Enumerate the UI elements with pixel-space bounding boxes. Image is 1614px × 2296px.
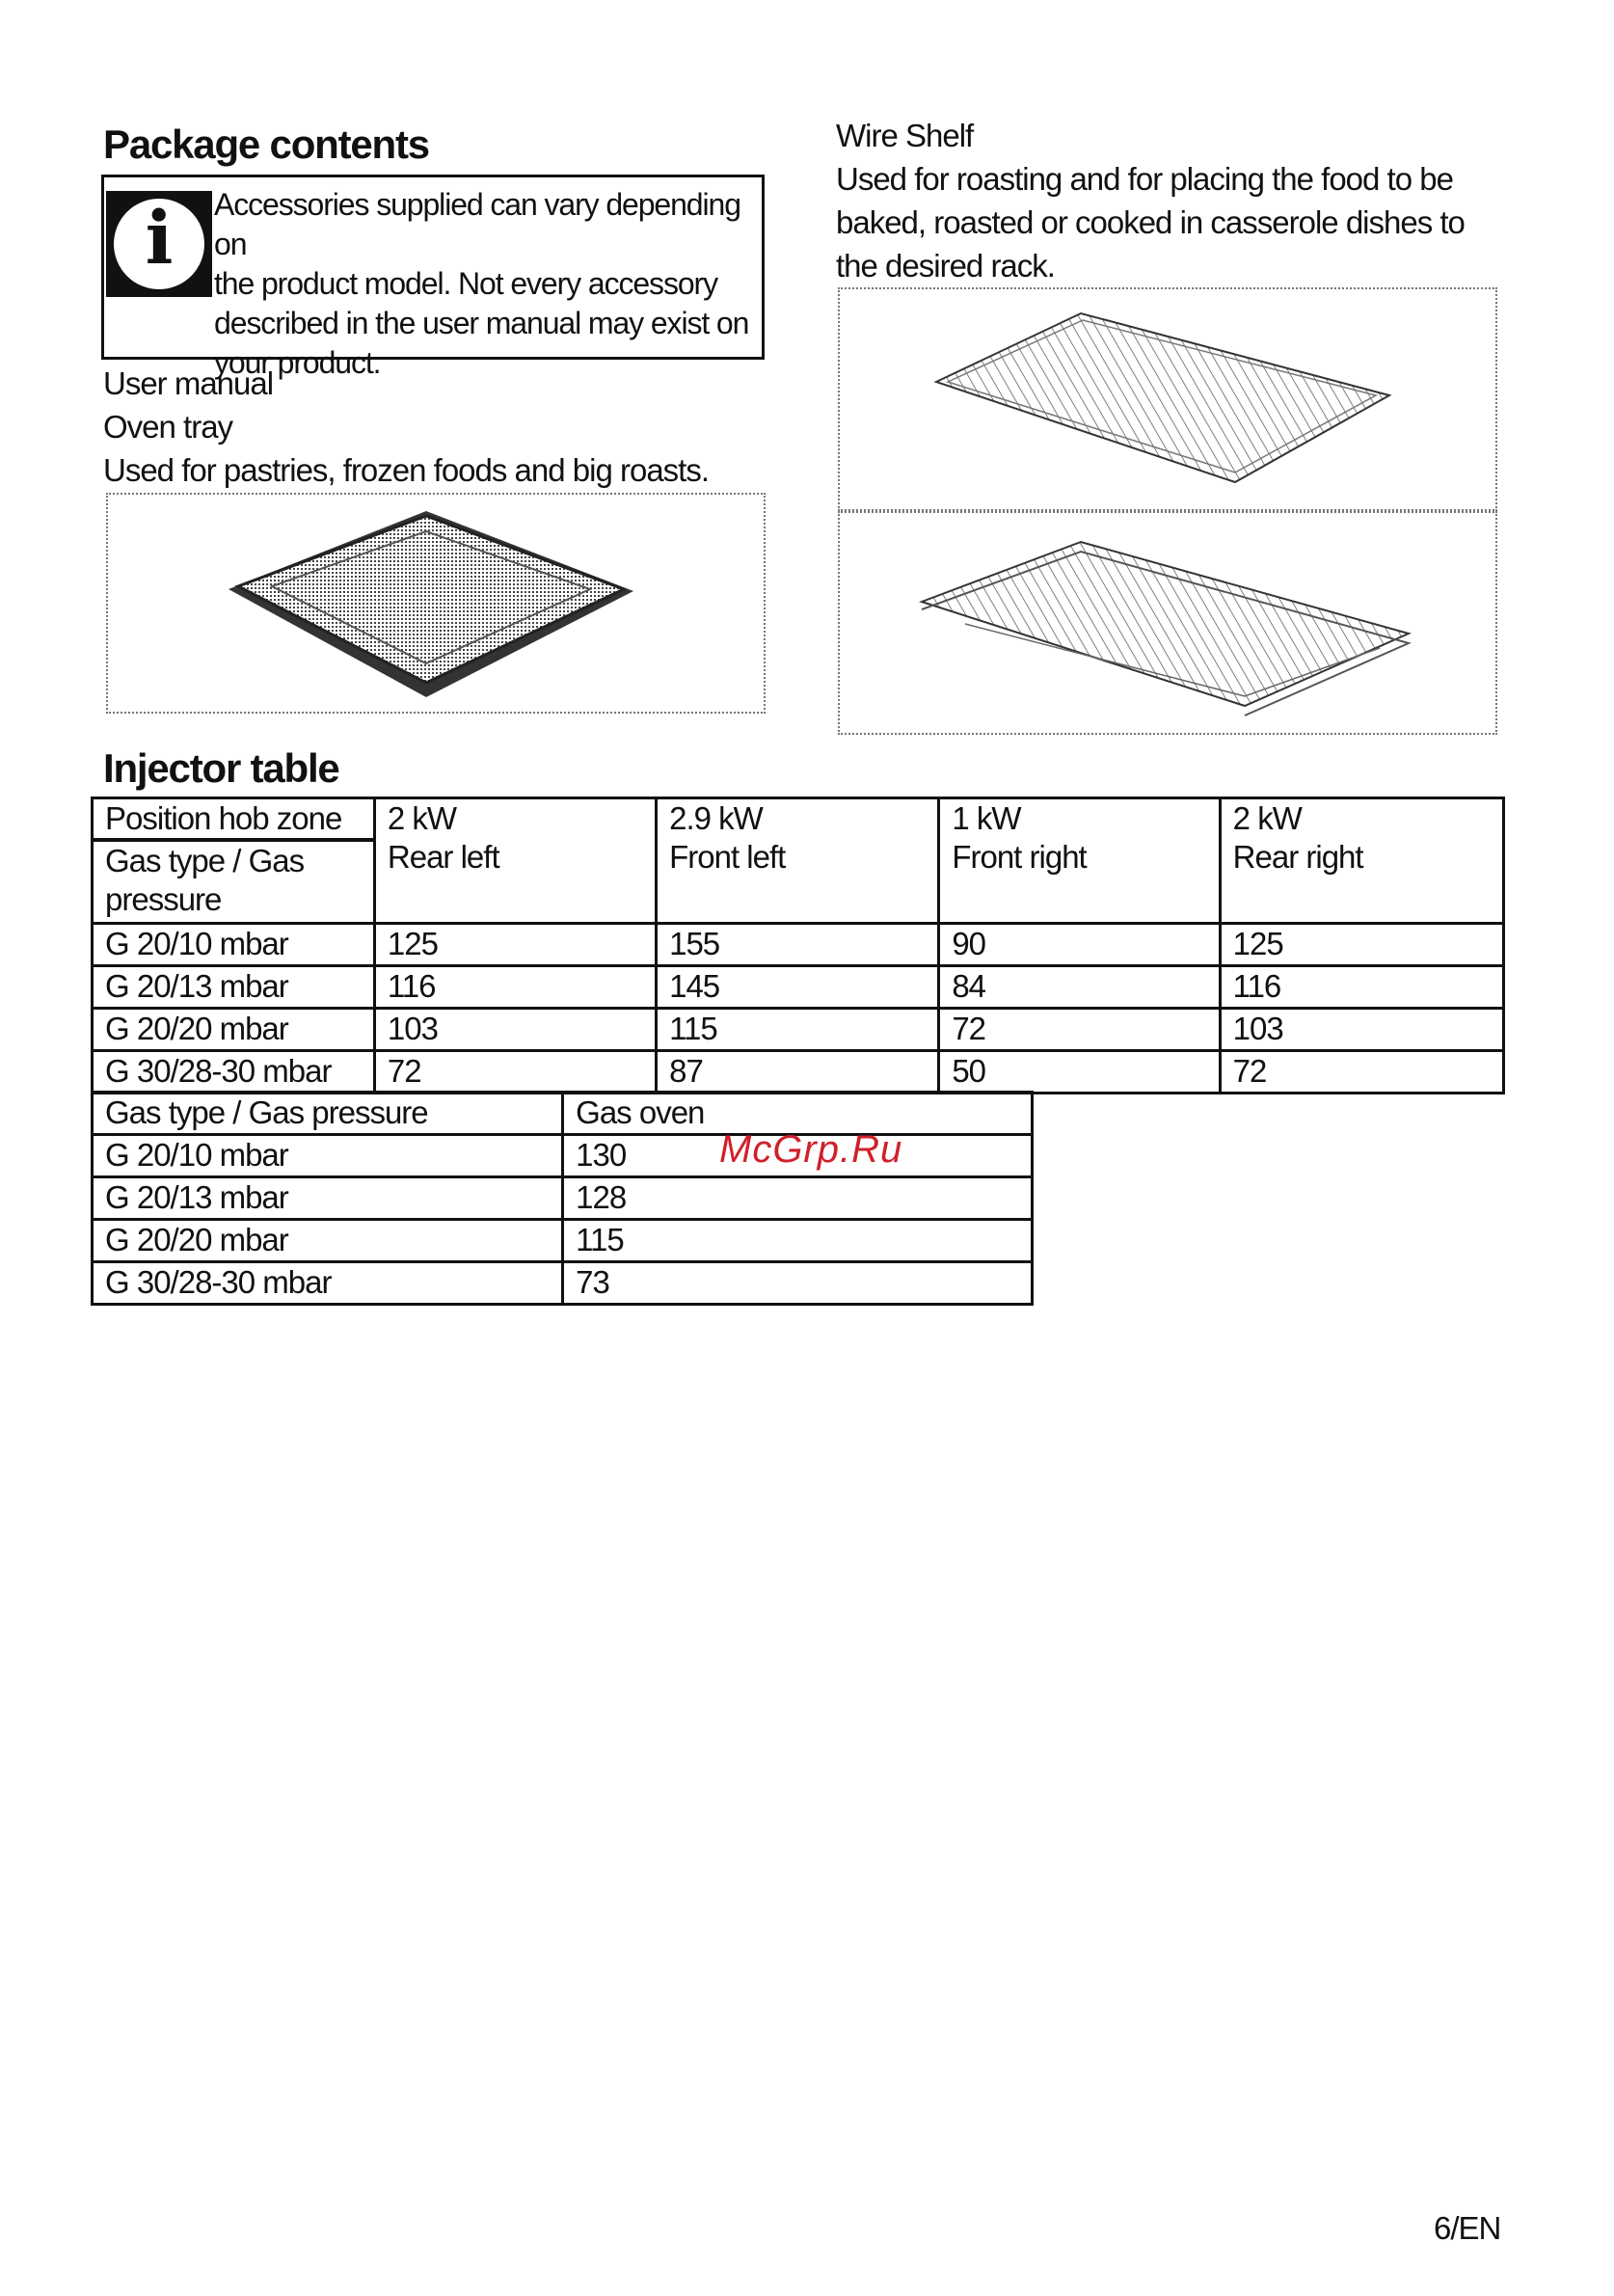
info-line: described in the user manual may exist on (214, 306, 749, 340)
info-icon: i (106, 191, 212, 297)
gas-cell: G 30/28-30 mbar (93, 1262, 563, 1305)
zone-power: 2 kW (1232, 800, 1302, 836)
info-line: the product model. Not every accessory (214, 266, 718, 301)
value-cell: 50 (939, 1051, 1220, 1094)
oven-tray-image (106, 493, 766, 714)
gas-type-label-2: pressure (105, 881, 222, 917)
table-row (93, 1262, 1033, 1305)
zone-power: 1 kW (952, 800, 1021, 836)
wire-shelf-desc-line: Used for roasting and for placing the food to be (836, 161, 1453, 197)
value-cell: 130 (563, 1135, 1033, 1177)
gas-cell: G 20/20 mbar (93, 1220, 563, 1262)
value-cell: 128 (563, 1177, 1033, 1220)
user-manual-label: User manual (103, 365, 274, 401)
value-cell: 72 (1220, 1051, 1503, 1094)
wire-shelf-image-1 (838, 287, 1497, 511)
wire-shelf-title: Wire Shelf (836, 118, 974, 153)
zone-header (939, 798, 1220, 924)
package-contents-heading: Package contents (103, 122, 429, 167)
zone-name: Rear left (387, 839, 499, 875)
zone-header (374, 798, 656, 924)
oven-tray-desc: Used for pastries, frozen foods and big roasts. (103, 452, 710, 488)
oven-injector-table (91, 1091, 1034, 1306)
value-cell: 116 (1220, 966, 1503, 1009)
table-row (93, 924, 1504, 966)
info-line: Accessories supplied can vary depending on (214, 187, 740, 261)
table-header-row (93, 798, 1504, 924)
zone-name: Front right (952, 839, 1087, 875)
value-cell: 84 (939, 966, 1220, 1009)
value-cell: 103 (1220, 1009, 1503, 1051)
table-row (93, 1009, 1504, 1051)
value-cell: 116 (374, 966, 656, 1009)
info-line: your product. (214, 345, 381, 380)
value-cell: 72 (374, 1051, 656, 1094)
table-row (93, 1051, 1504, 1094)
zone-power: 2 kW (387, 800, 457, 836)
value-cell: 90 (939, 924, 1220, 966)
value-cell: 73 (563, 1262, 1033, 1305)
value-cell: 115 (657, 1009, 939, 1051)
zone-name: Front left (669, 839, 786, 875)
wire-shelf-image-2 (838, 511, 1497, 735)
zone-header (657, 798, 939, 924)
value-cell: 155 (657, 924, 939, 966)
table-row (93, 1220, 1033, 1262)
value-cell: 125 (1220, 924, 1503, 966)
zone-name: Rear right (1232, 839, 1363, 875)
watermark: McGrp.Ru (719, 1128, 903, 1171)
value-cell: 125 (374, 924, 656, 966)
info-box (101, 175, 765, 380)
gas-cell: G 20/13 mbar (93, 966, 375, 1009)
injector-table-heading: Injector table (103, 745, 339, 791)
gas-type-header: Gas type / Gas pressure (93, 1093, 563, 1135)
zone-power: 2.9 kW (669, 800, 763, 836)
value-cell: 103 (374, 1009, 656, 1051)
gas-cell: G 20/10 mbar (93, 924, 375, 966)
oven-tray-title: Oven tray (103, 409, 233, 445)
position-hob-zone-label: Position hob zone (94, 799, 373, 842)
gas-cell: G 30/28-30 mbar (93, 1051, 375, 1094)
zone-header (1220, 798, 1503, 924)
gas-type-label: Gas type / Gas (105, 843, 305, 878)
value-cell: 145 (657, 966, 939, 1009)
gas-oven-header: Gas oven (563, 1093, 1033, 1135)
table-row (93, 966, 1504, 1009)
info-text (214, 185, 762, 383)
wire-shelf-desc-line: baked, roasted or cooked in casserole dishes to (836, 204, 1465, 240)
table-row (93, 1177, 1033, 1220)
value-cell: 115 (563, 1220, 1033, 1262)
value-cell: 87 (657, 1051, 939, 1094)
hob-injector-table (91, 797, 1505, 1094)
gas-cell: G 20/13 mbar (93, 1177, 563, 1220)
wire-shelf-desc-line: the desired rack. (836, 248, 1055, 284)
gas-cell: G 20/20 mbar (93, 1009, 375, 1051)
page-number: 6/EN (1434, 2210, 1501, 2246)
gas-cell: G 20/10 mbar (93, 1135, 563, 1177)
value-cell: 72 (939, 1009, 1220, 1051)
